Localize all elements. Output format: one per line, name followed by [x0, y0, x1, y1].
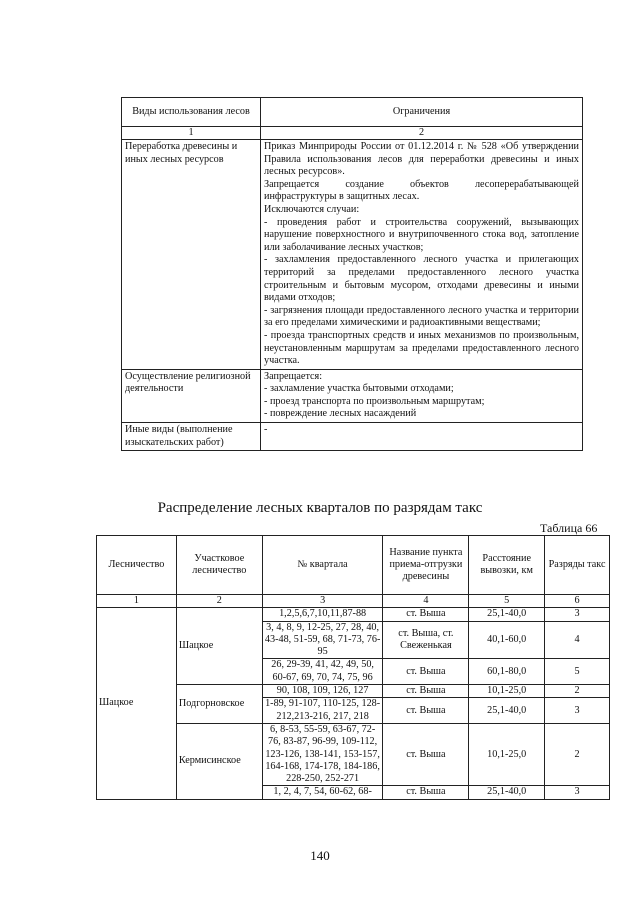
restrictions-table	[121, 97, 583, 451]
rank-cell: 2	[545, 723, 610, 785]
table-number: Таблица 66	[540, 521, 598, 535]
restrictions-cell	[261, 140, 583, 370]
restriction-line: Запрещается:	[264, 370, 323, 382]
point-cell: ст. Выша	[383, 698, 469, 724]
district-cell: Кермисинское	[176, 723, 262, 799]
rank-cell: 3	[545, 698, 610, 724]
table-number-row	[97, 595, 610, 608]
tax-rank-table	[96, 535, 610, 800]
point-cell: ст. Выша	[383, 685, 469, 698]
district-cell: Подгорновское	[176, 685, 262, 724]
column-number: 2	[176, 595, 262, 608]
restriction-line: Исключаются случаи:	[264, 203, 360, 215]
distance-cell: 10,1-25,0	[469, 723, 545, 785]
restriction-line: - захламления предоставленного лесного участка и прилегающих территорий за пределами предоставленного лесного участка строительным и бытовым мусором, отходами древесины и иными видами отходов;	[264, 254, 579, 304]
point-cell: ст. Выша	[383, 723, 469, 785]
restrictions-cell: -	[261, 423, 583, 451]
rank-cell: 3	[545, 608, 610, 621]
table-row	[122, 369, 583, 422]
header-restrictions: Ограничения	[261, 98, 583, 127]
district-cell: Шацкое	[176, 608, 262, 685]
point-cell: ст. Выша, ст. Свеженькая	[383, 621, 469, 659]
restrictions-cell	[261, 369, 583, 422]
restriction-line: - загрязнения площади предоставленного лесного участка и территории за его пределами химическими и радиоактивными веществами;	[264, 304, 579, 329]
column-number: 1	[97, 595, 177, 608]
column-number: 1	[122, 127, 261, 140]
distance-cell: 40,1-60,0	[469, 621, 545, 659]
quarter-cell: 90, 108, 109, 126, 127	[262, 685, 383, 698]
table-row	[122, 423, 583, 451]
quarter-cell: 3, 4, 8, 9, 12-25, 27, 28, 40, 43-48, 51-59, 68, 71-73, 76-95	[262, 621, 383, 659]
column-number: 5	[469, 595, 545, 608]
header-district: Участковое лесничество	[176, 536, 262, 595]
header-point: Название пункта приема-отгрузки древесины	[383, 536, 469, 595]
distance-cell: 25,1-40,0	[469, 786, 545, 799]
restriction-line: - повреждение лесных насаждений	[264, 408, 417, 420]
rank-cell: 2	[545, 685, 610, 698]
restriction-line: - проезд транспорта по произвольным маршрутам;	[264, 395, 485, 407]
page-number: 140	[310, 848, 330, 863]
quarter-cell: 1-89, 91-107, 110-125, 128-212,213-216, 217, 218	[262, 698, 383, 724]
quarter-cell: 6, 8-53, 55-59, 63-67, 72-76, 83-87, 96-99, 109-112, 123-126, 138-141, 153-157, 164-168, 174-178, 184-186, 228-250, 252-271	[262, 723, 383, 785]
column-number: 2	[261, 127, 583, 140]
column-number: 4	[383, 595, 469, 608]
forestry-cell: Шацкое	[97, 608, 177, 799]
header-forestry: Лесничество	[97, 536, 177, 595]
header-distance: Расстояние вывозки, км	[469, 536, 545, 595]
table-header-row	[122, 98, 583, 127]
header-use-types: Виды использования лесов	[122, 98, 261, 127]
quarter-cell: 1, 2, 4, 7, 54, 60-62, 68-	[262, 786, 383, 799]
distance-cell: 60,1-80,0	[469, 659, 545, 685]
table-row	[122, 140, 583, 370]
table-number-row	[122, 127, 583, 140]
restriction-line: Запрещается создание объектов лесоперерабатывающей инфраструктуры в защитных лесах.	[264, 178, 579, 203]
distance-cell: 25,1-40,0	[469, 698, 545, 724]
quarter-cell: 26, 29-39, 41, 42, 49, 50, 60-67, 69, 70, 74, 75, 96	[262, 659, 383, 685]
rank-cell: 5	[545, 659, 610, 685]
rank-cell: 3	[545, 786, 610, 799]
use-type-cell: Переработка древесины и иных лесных ресурсов	[122, 140, 261, 370]
column-number: 3	[262, 595, 383, 608]
table-row	[97, 608, 610, 621]
distance-cell: 25,1-40,0	[469, 608, 545, 621]
rank-cell: 4	[545, 621, 610, 659]
restriction-line: - проведения работ и строительства сооружений, вызывающих нарушение поверхностного и внутрипочвенного стока вод, затопление или заболачивание лесных участков;	[264, 216, 579, 253]
section-title: Распределение лесных кварталов по разрядам такс	[157, 500, 483, 516]
point-cell: ст. Выша	[383, 659, 469, 685]
header-quarter: № квартала	[262, 536, 383, 595]
point-cell: ст. Выша	[383, 786, 469, 799]
column-number: 6	[545, 595, 610, 608]
table-header-row	[97, 536, 610, 595]
point-cell: ст. Выша	[383, 608, 469, 621]
restriction-line: - проезда транспортных средств и иных механизмов по произвольным, неустановленным маршрутам за пределами предоставленного лесного участка.	[264, 329, 579, 367]
use-type-cell: Иные виды (выполнение изыскательских работ)	[122, 423, 261, 451]
restriction-line: - захламление участка бытовыми отходами;	[264, 383, 454, 395]
distance-cell: 10,1-25,0	[469, 685, 545, 698]
header-rank: Разряды такс	[545, 536, 610, 595]
restriction-line: Приказ Минприроды России от 01.12.2014 г. № 528 «Об утверждении Правила использования лесов для переработки древесины и иных лесных ресурсов».	[264, 141, 579, 178]
use-type-cell: Осуществление религиозной деятельности	[122, 369, 261, 422]
quarter-cell: 1,2,5,6,7,10,11,87-88	[262, 608, 383, 621]
